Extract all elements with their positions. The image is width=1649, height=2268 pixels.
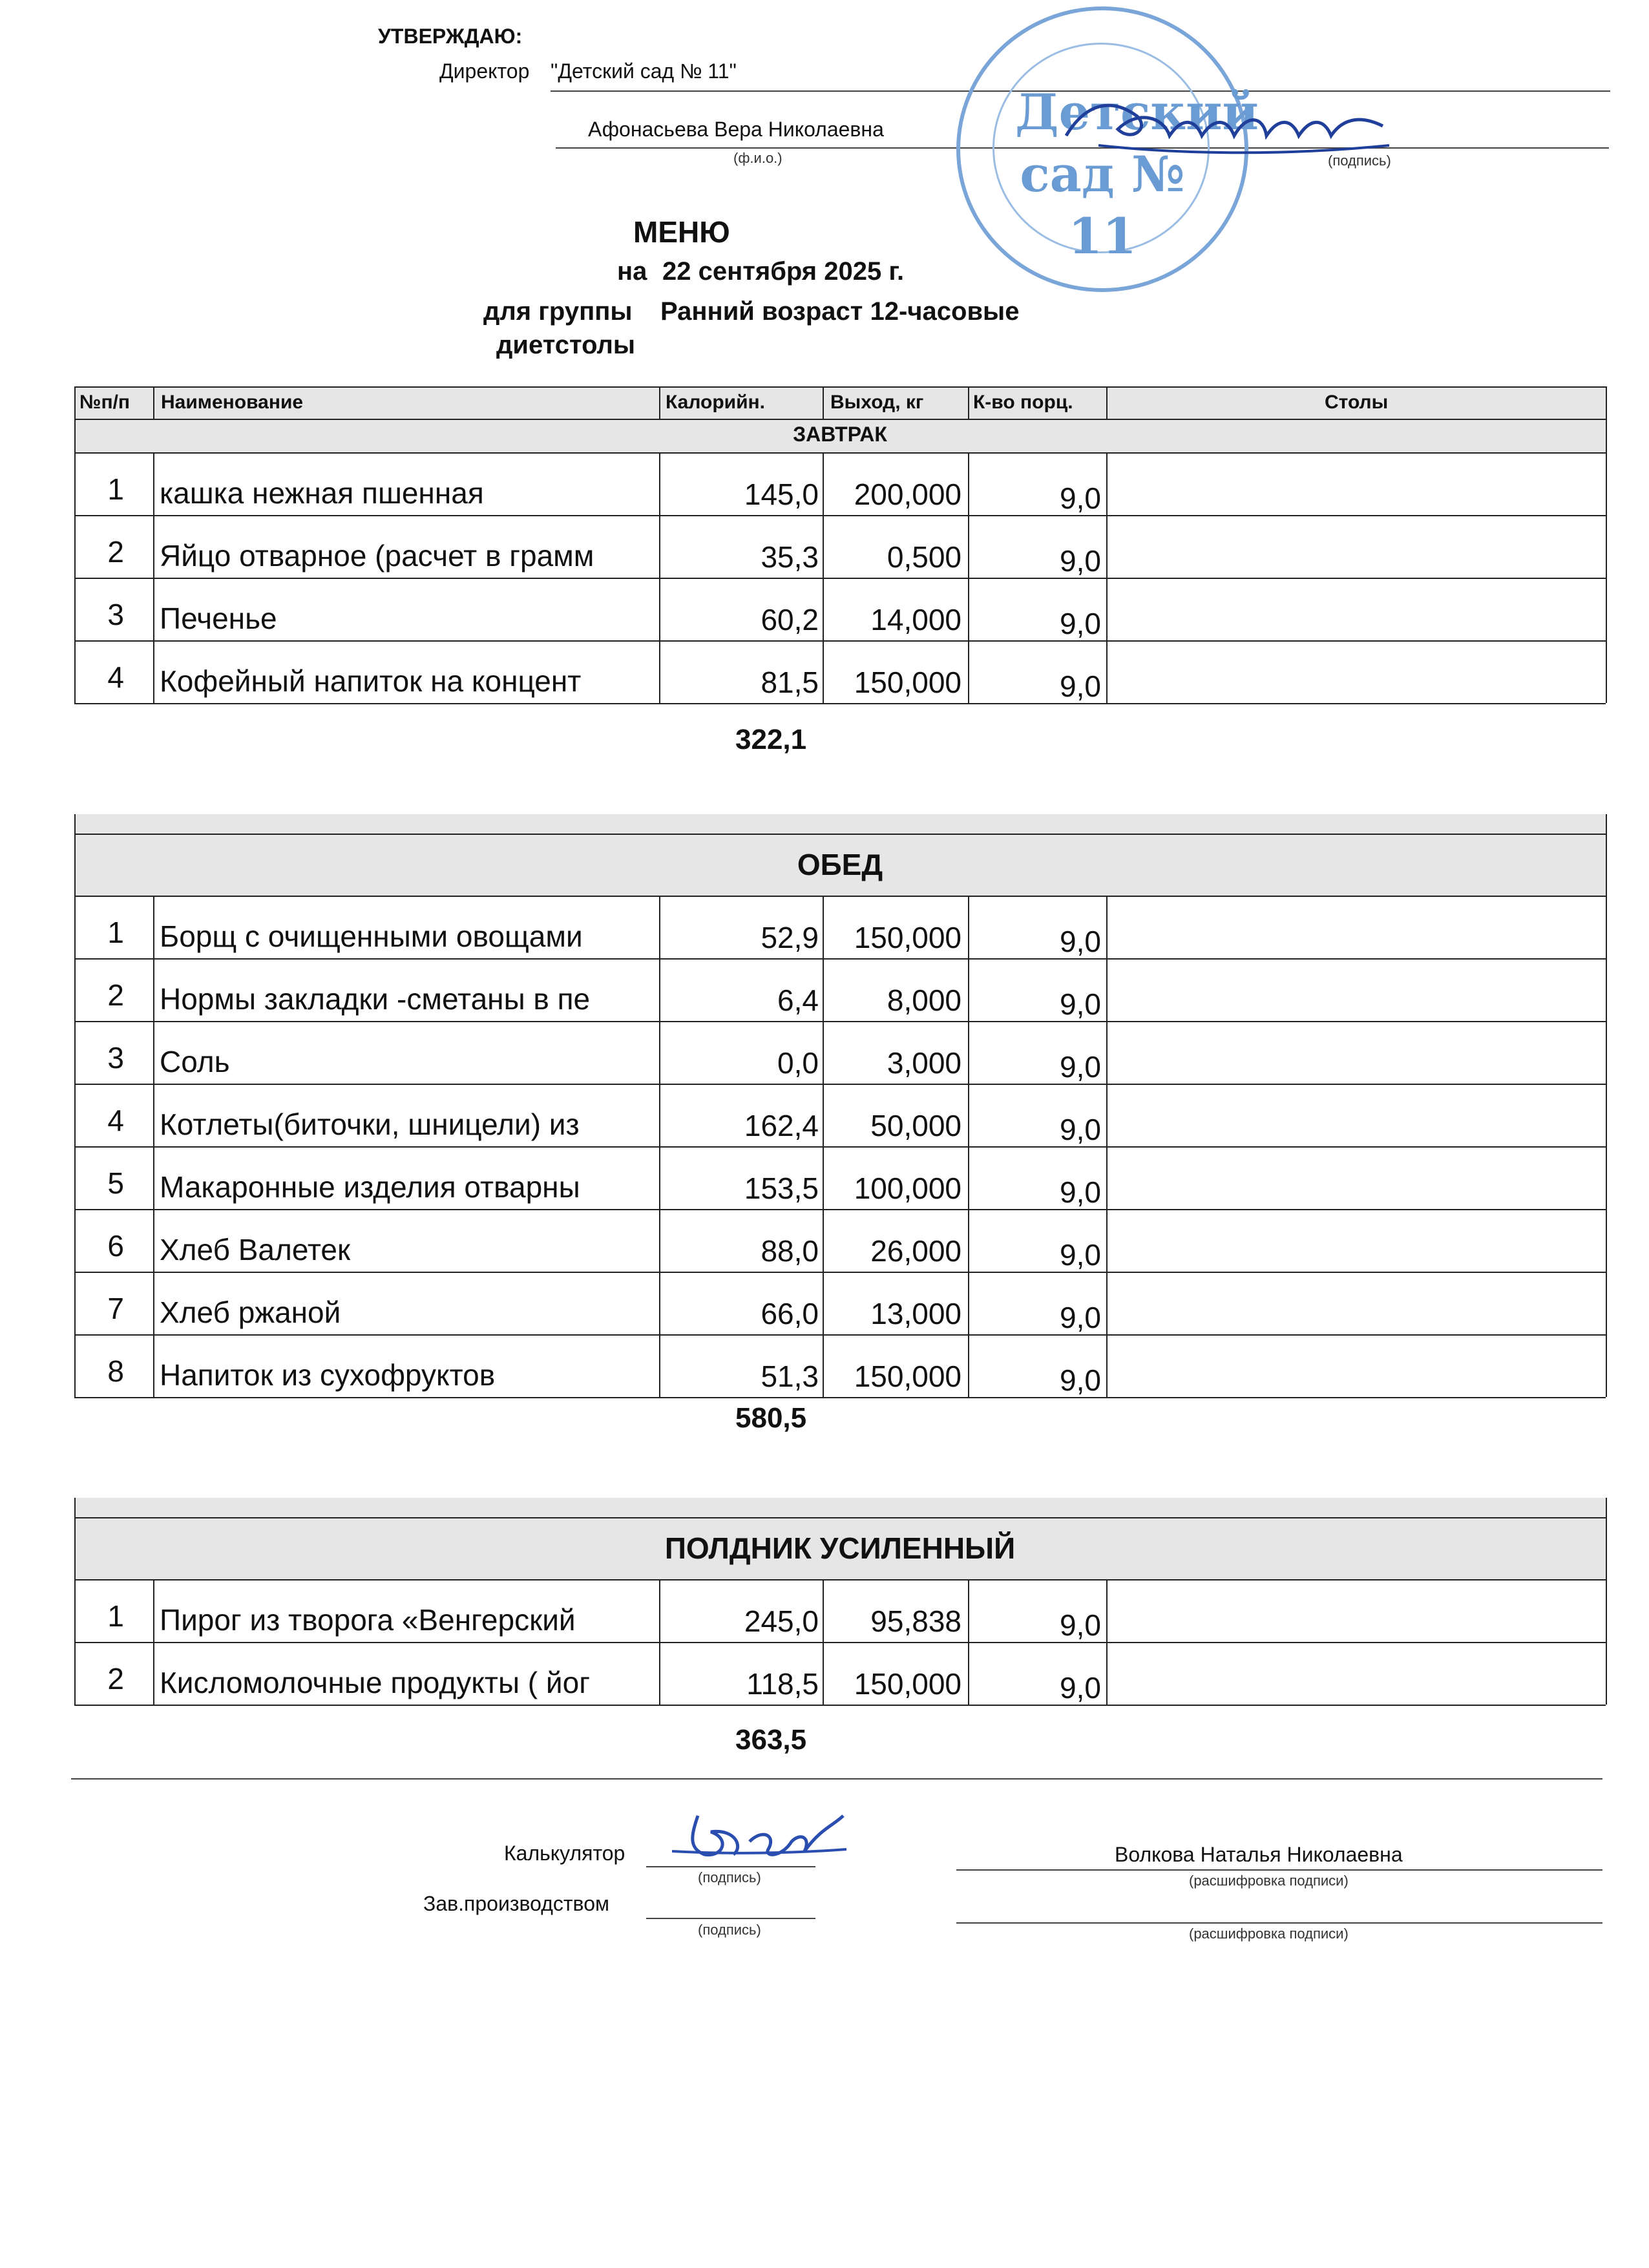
- row-number: 3: [107, 598, 124, 631]
- calories-value: 153,5: [744, 1171, 819, 1205]
- calories-value: 66,0: [761, 1297, 819, 1330]
- portions-value: 9,0: [1060, 1238, 1101, 1272]
- header-column-divider: [823, 386, 824, 419]
- row-number: 2: [107, 1662, 124, 1696]
- output-value: 8,000: [887, 983, 961, 1017]
- row-number: 4: [107, 1104, 124, 1137]
- section-header-top-border: [74, 1517, 1606, 1518]
- row-border: [74, 1642, 1606, 1643]
- portions-value: 9,0: [1060, 1113, 1101, 1146]
- row-column-divider: [153, 1146, 154, 1209]
- row-column-divider: [153, 1642, 154, 1705]
- row-column-divider: [153, 1084, 154, 1146]
- approval-heading: УТВЕРЖДАЮ:: [378, 25, 523, 48]
- row-column-divider: [1106, 1084, 1108, 1146]
- row-column-divider: [153, 640, 154, 703]
- output-value: 150,000: [854, 666, 961, 699]
- production-name-line: [956, 1922, 1602, 1924]
- calories-value: 88,0: [761, 1234, 819, 1268]
- row-column-divider: [153, 452, 154, 515]
- dish-name: Хлеб Валетек: [160, 1233, 351, 1266]
- output-value: 0,500: [887, 540, 961, 574]
- director-label: Директор: [439, 59, 530, 83]
- dish-name: кашка нежная пшенная: [160, 476, 484, 510]
- row-column-divider: [1106, 1334, 1108, 1397]
- portions-value: 9,0: [1060, 987, 1101, 1021]
- row-border: [74, 1021, 1606, 1022]
- calories-value: 51,3: [761, 1360, 819, 1393]
- section-header-top-border: [74, 834, 1606, 835]
- production-label: Зав.производством: [423, 1892, 609, 1915]
- dish-name: Кофейный напиток на концент: [160, 664, 582, 698]
- table-top-band: [74, 1498, 1606, 1517]
- section-title: ОБЕД: [797, 848, 883, 881]
- row-column-divider: [153, 958, 154, 1021]
- header-bottom-border: [74, 419, 1606, 420]
- row-border: [74, 1084, 1606, 1085]
- portions-value: 9,0: [1060, 1301, 1101, 1334]
- output-value: 150,000: [854, 921, 961, 954]
- group-name: Ранний возраст 12-часовые: [660, 297, 1020, 326]
- calories-value: 162,4: [744, 1109, 819, 1142]
- dish-name: Соль: [160, 1045, 230, 1078]
- row-border: [74, 958, 1606, 960]
- output-value: 50,000: [870, 1109, 961, 1142]
- row-border: [74, 703, 1606, 704]
- calculator-signature: [672, 1803, 853, 1874]
- calculator-label: Калькулятор: [504, 1842, 625, 1865]
- director-signature: [1060, 90, 1396, 162]
- fio-caption: (ф.и.о.): [733, 150, 782, 166]
- director-signature-caption: (подпись): [1328, 152, 1391, 169]
- row-column-divider: [1106, 1021, 1108, 1084]
- row-column-divider: [153, 1334, 154, 1397]
- output-value: 13,000: [870, 1297, 961, 1330]
- row-border: [74, 515, 1606, 516]
- header-tables: Столы: [1325, 392, 1389, 413]
- section-total: 322,1: [735, 724, 807, 755]
- dish-name: Яйцо отварное (расчет в грамм: [160, 539, 594, 572]
- row-border: [74, 1209, 1606, 1210]
- section-header-bottom-border: [74, 896, 1606, 897]
- row-number: 2: [107, 978, 124, 1012]
- table-top-border: [74, 386, 1606, 388]
- calories-value: 35,3: [761, 540, 819, 574]
- row-column-divider: [1106, 452, 1108, 515]
- row-number: 5: [107, 1166, 124, 1200]
- row-number: 7: [107, 1292, 124, 1325]
- row-number: 8: [107, 1354, 124, 1388]
- calculator-decode-caption: (расшифровка подписи): [1189, 1873, 1349, 1889]
- header-output: Выход, кг: [830, 392, 924, 413]
- calculator-signature-caption: (подпись): [698, 1869, 761, 1885]
- row-number: 4: [107, 660, 124, 694]
- section-total: 363,5: [735, 1724, 807, 1756]
- calculator-name-line: [956, 1869, 1602, 1871]
- calories-value: 0,0: [777, 1046, 819, 1080]
- header-name: Наименование: [161, 392, 304, 413]
- calories-value: 52,9: [761, 921, 819, 954]
- section-total: 580,5: [735, 1402, 807, 1434]
- section-header-bottom-border: [74, 1579, 1606, 1580]
- row-column-divider: [1106, 1579, 1108, 1642]
- header-portions: К-во порц.: [973, 392, 1073, 413]
- output-value: 26,000: [870, 1234, 961, 1268]
- header-column-divider: [968, 386, 969, 419]
- portions-value: 9,0: [1060, 1671, 1101, 1705]
- calculator-name: Волкова Наталья Николаевна: [1115, 1843, 1403, 1866]
- row-number: 1: [107, 472, 124, 506]
- header-column-divider: [153, 386, 154, 419]
- menu-date: 22 сентября 2025 г.: [662, 257, 905, 286]
- org-name: "Детский сад № 11": [551, 59, 737, 83]
- portions-value: 9,0: [1060, 544, 1101, 578]
- production-decode-caption: (расшифровка подписи): [1189, 1926, 1349, 1942]
- row-border: [74, 578, 1606, 579]
- row-column-divider: [1106, 578, 1108, 640]
- dish-name: Пирог из творога «Венгерский: [160, 1603, 576, 1637]
- row-column-divider: [153, 515, 154, 578]
- table-right-border: [1606, 814, 1607, 1397]
- dish-name: Печенье: [160, 602, 277, 635]
- output-value: 95,838: [870, 1604, 961, 1638]
- row-border: [74, 1334, 1606, 1336]
- section-header-bottom-border: [74, 452, 1606, 454]
- diet-label: диетстолы: [496, 331, 636, 359]
- output-value: 14,000: [870, 603, 961, 636]
- row-column-divider: [153, 1579, 154, 1642]
- output-value: 150,000: [854, 1360, 961, 1393]
- dish-name: Нормы закладки -сметаны в пе: [160, 982, 591, 1016]
- header-column-divider: [659, 386, 660, 419]
- group-prefix: для группы: [483, 297, 633, 326]
- production-signature-caption: (подпись): [698, 1922, 761, 1938]
- row-number: 3: [107, 1041, 124, 1075]
- row-number: 1: [107, 916, 124, 949]
- row-border: [74, 1146, 1606, 1148]
- portions-value: 9,0: [1060, 1050, 1101, 1084]
- row-column-divider: [153, 1209, 154, 1272]
- row-column-divider: [153, 1272, 154, 1334]
- row-column-divider: [1106, 1272, 1108, 1334]
- row-column-divider: [153, 896, 154, 958]
- row-column-divider: [153, 578, 154, 640]
- dish-name: Макаронные изделия отварны: [160, 1170, 580, 1204]
- row-border: [74, 640, 1606, 642]
- row-column-divider: [153, 1021, 154, 1084]
- footer-divider: [71, 1778, 1602, 1780]
- row-border: [74, 1397, 1606, 1398]
- dish-name: Хлеб ржаной: [160, 1296, 341, 1329]
- calories-value: 245,0: [744, 1604, 819, 1638]
- dish-name: Напиток из сухофруктов: [160, 1358, 496, 1392]
- row-number: 6: [107, 1229, 124, 1263]
- portions-value: 9,0: [1060, 925, 1101, 958]
- table-right-border: [1606, 386, 1607, 703]
- production-signature-line: [646, 1918, 815, 1919]
- row-column-divider: [1106, 958, 1108, 1021]
- section-title: ПОЛДНИК УСИЛЕННЫЙ: [664, 1531, 1016, 1565]
- section-title: ЗАВТРАК: [793, 423, 887, 446]
- header-calories: Калорийн.: [666, 392, 766, 413]
- row-column-divider: [1106, 1642, 1108, 1705]
- row-column-divider: [1106, 515, 1108, 578]
- calories-value: 118,5: [746, 1667, 819, 1701]
- portions-value: 9,0: [1060, 1363, 1101, 1397]
- row-border: [74, 1705, 1606, 1706]
- menu-title: МЕНЮ: [633, 215, 730, 249]
- dish-name: Борщ с очищенными овощами: [160, 919, 583, 953]
- table-top-band: [74, 814, 1606, 834]
- row-column-divider: [1106, 640, 1108, 703]
- director-name: Афонасьева Вера Николаевна: [588, 118, 884, 141]
- header-num: №п/п: [79, 392, 131, 413]
- calories-value: 145,0: [744, 478, 819, 511]
- portions-value: 9,0: [1060, 607, 1101, 640]
- dish-name: Котлеты(биточки, шницели) из: [160, 1108, 580, 1141]
- row-column-divider: [1106, 1146, 1108, 1209]
- header-column-divider: [1106, 386, 1108, 419]
- output-value: 200,000: [854, 478, 961, 511]
- portions-value: 9,0: [1060, 1608, 1101, 1642]
- portions-value: 9,0: [1060, 1175, 1101, 1209]
- date-prefix: на: [617, 257, 647, 286]
- table-right-border: [1606, 1498, 1607, 1705]
- calories-value: 60,2: [761, 603, 819, 636]
- output-value: 100,000: [854, 1171, 961, 1205]
- output-value: 150,000: [854, 1667, 961, 1701]
- stamp-lettering: Детский сад № 11: [1015, 83, 1259, 265]
- output-value: 3,000: [887, 1046, 961, 1080]
- calories-value: 81,5: [761, 666, 819, 699]
- row-column-divider: [1106, 1209, 1108, 1272]
- row-border: [74, 1272, 1606, 1273]
- row-number: 2: [107, 535, 124, 569]
- portions-value: 9,0: [1060, 481, 1101, 515]
- dish-name: Кисломолочные продукты ( йог: [160, 1666, 590, 1699]
- portions-value: 9,0: [1060, 669, 1101, 703]
- row-column-divider: [1106, 896, 1108, 958]
- calories-value: 6,4: [777, 983, 819, 1017]
- row-number: 1: [107, 1599, 124, 1633]
